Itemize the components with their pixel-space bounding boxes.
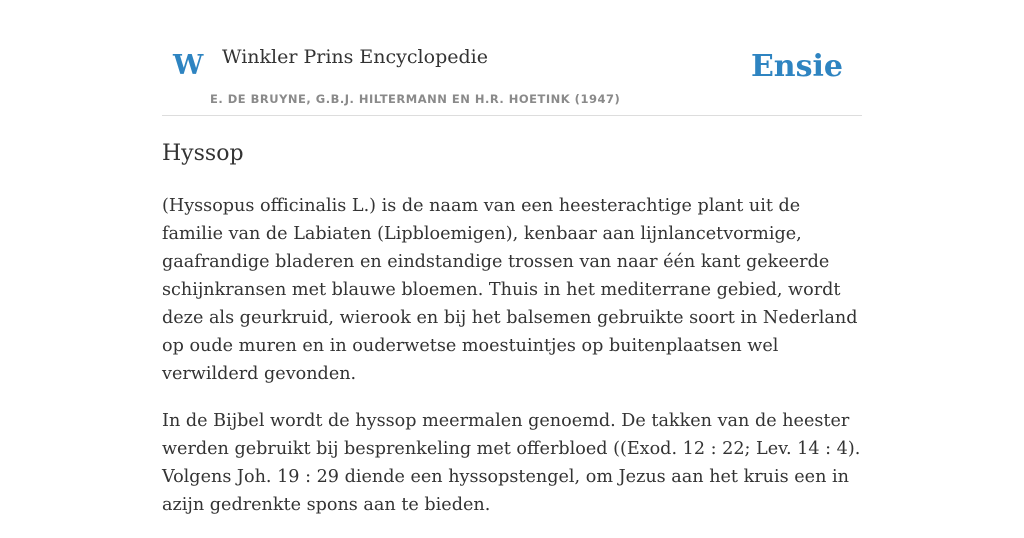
source-authors: E. DE BRUYNE, G.B.J. HILTERMANN EN H.R. HOETINK (1947) bbox=[210, 92, 621, 106]
brand-logo[interactable]: Ensie bbox=[750, 49, 843, 84]
article-title: Hyssop bbox=[162, 141, 244, 166]
source-title[interactable]: Winkler Prins Encyclopedie bbox=[222, 46, 488, 68]
article-paragraph: In de Bijbel wordt de hyssop meermalen genoemd. De takken van de heester werden gebruikt bij besprenkeling met offerbloed ((Exod. 12 : 22; Lev. 14 : 4). Volgens Joh. 19 : 29 diende een hyssopstengel, om Jezus aan het kruis een in azijn gedrenkte spons aan te bieden. bbox=[162, 411, 861, 515]
article-paragraph: (Hyssopus officinalis L.) is de naam van een heesterachtige plant uit de familie van de Labiaten (Lipbloemigen), kenbaar aan lijnlancetvormige, gaafrandige bladeren en eindstandige trossen van naar één kant gekeerde schijnkransen met blauwe bloemen. Thuis in het mediterrane gebied, wordt deze als geurkruid, wierook en bij het balsemen gebruikte soort in Nederland op oude muren en in ouderwetse moestuintjes op buitenplaatsen wel verwilderd gevonden. bbox=[162, 196, 858, 384]
source-logo[interactable]: W bbox=[173, 50, 204, 81]
source-header bbox=[162, 0, 862, 116]
page bbox=[162, 0, 862, 515]
article-body bbox=[162, 192, 862, 538]
